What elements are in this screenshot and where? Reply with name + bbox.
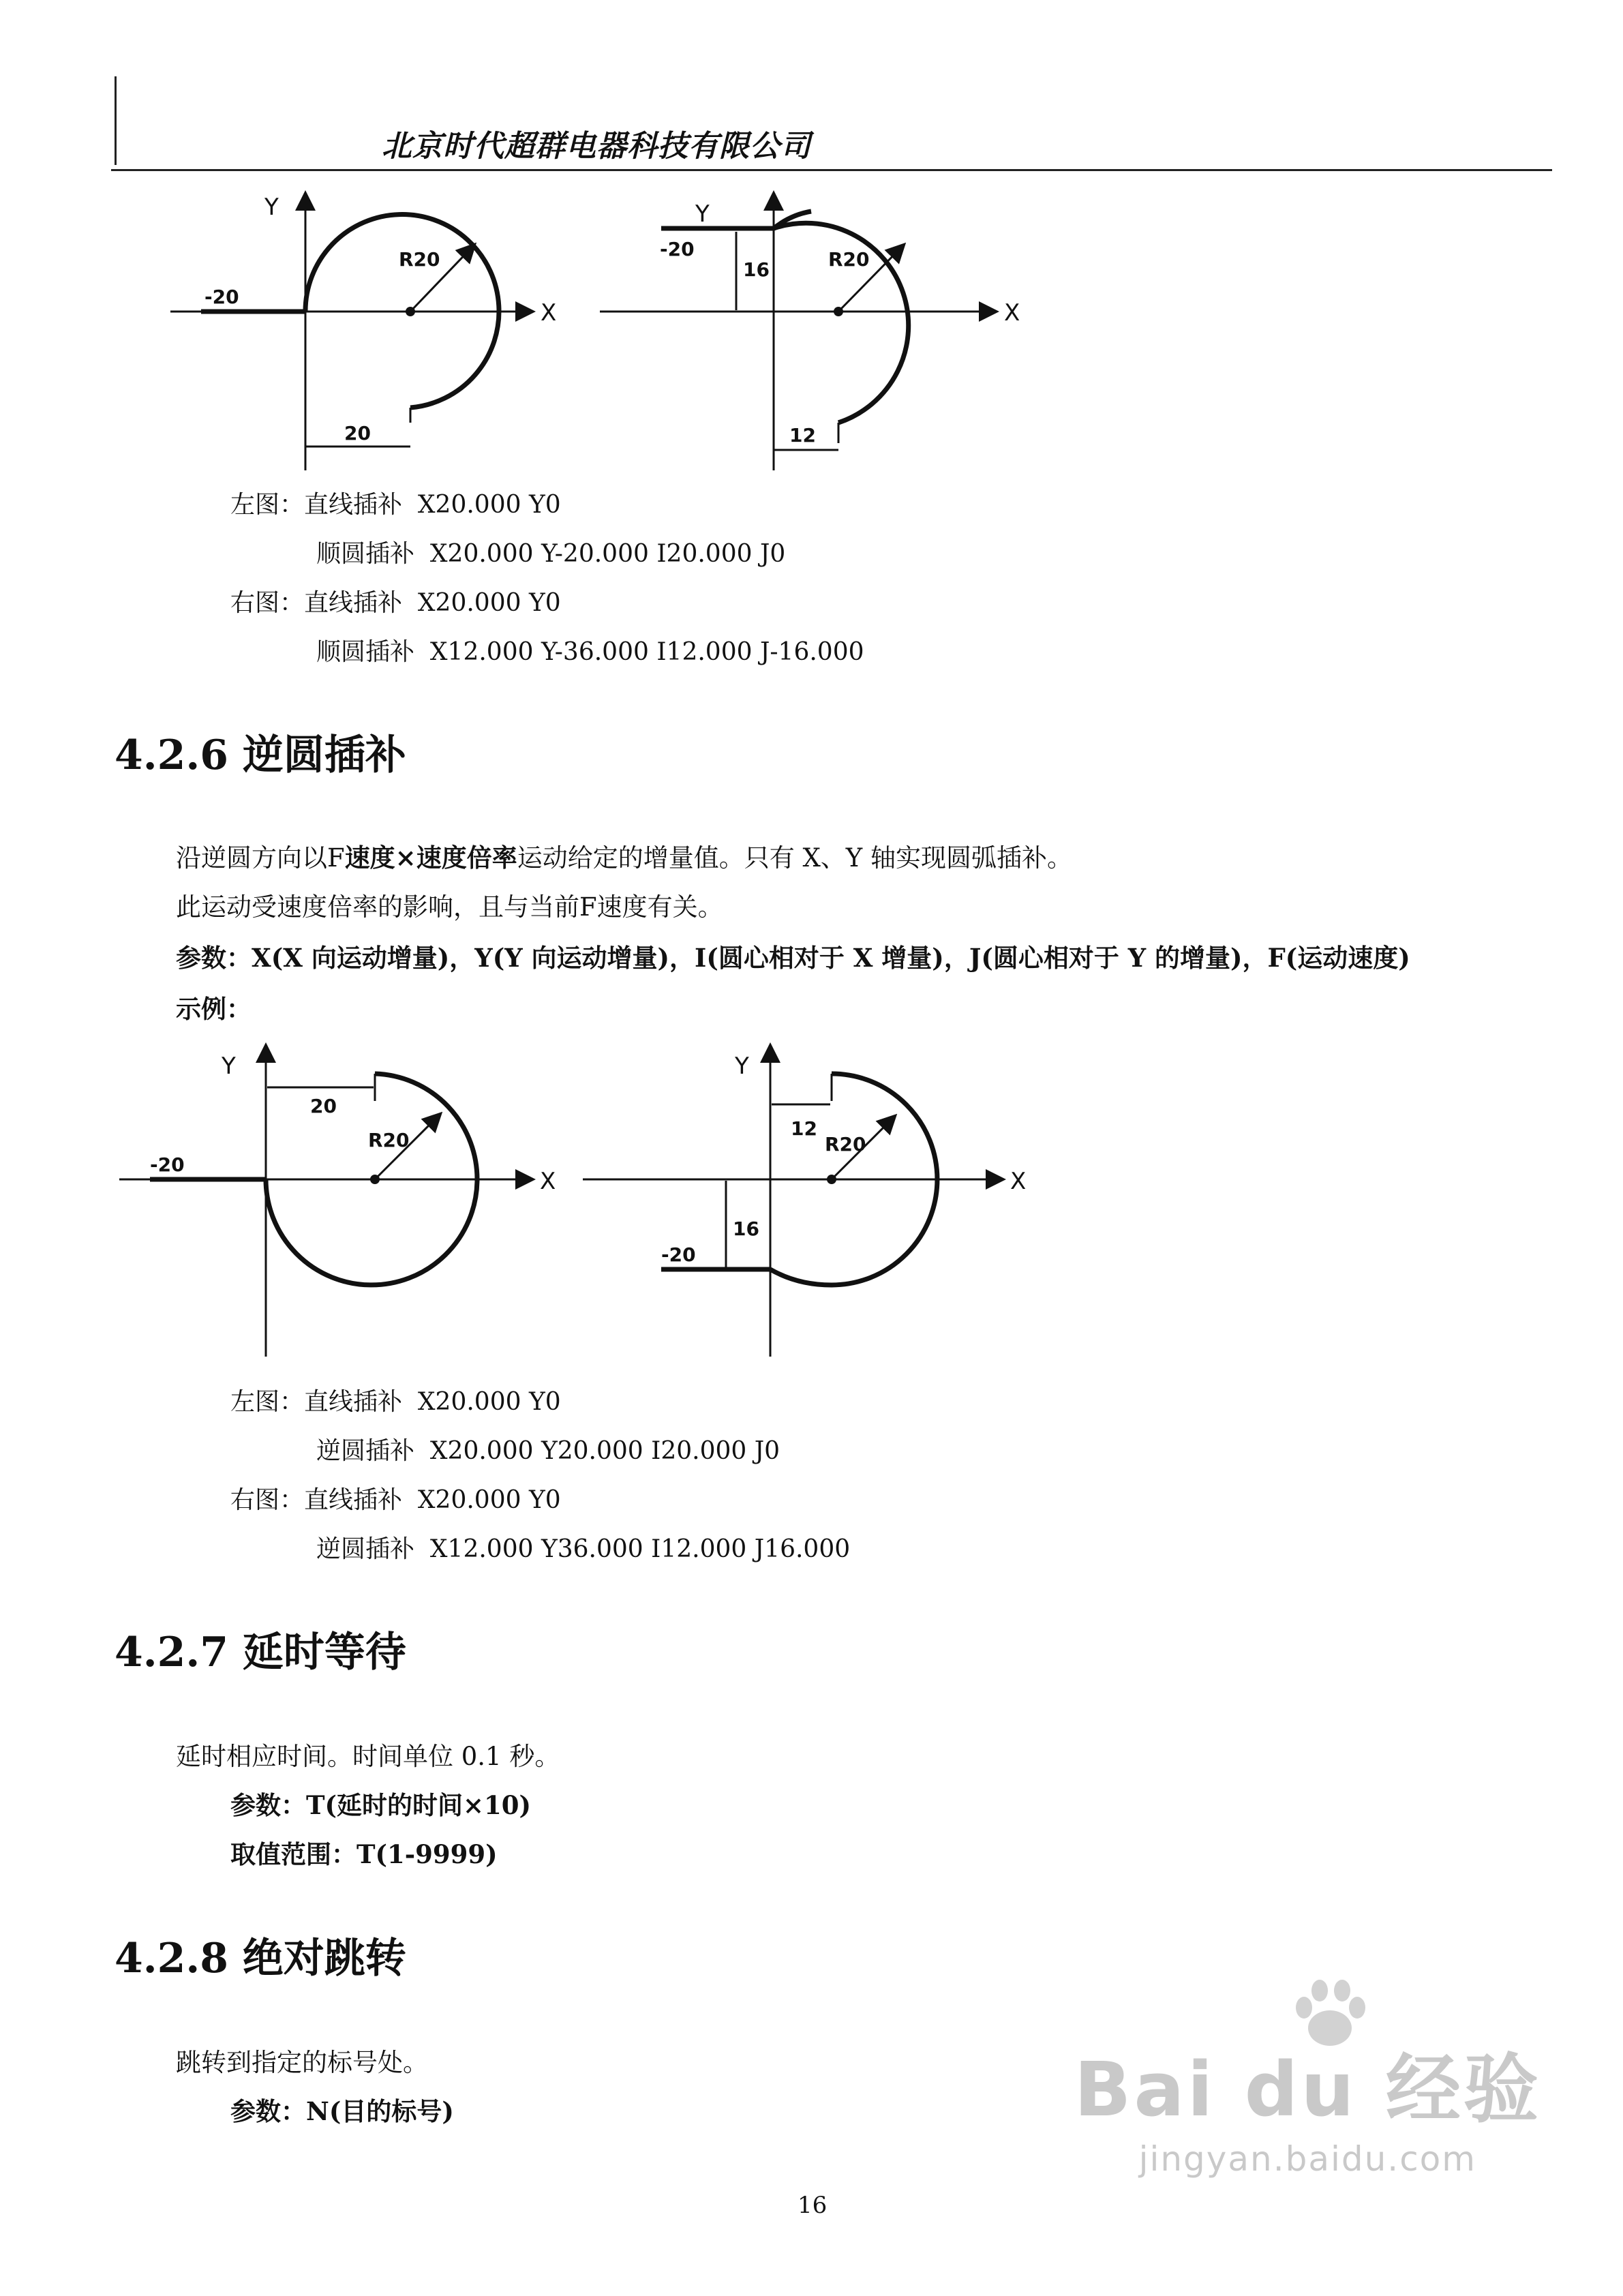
axis-y-label: Y — [695, 200, 710, 228]
code-line-7: 右图：直线插补 X20.000 Y0 — [230, 1486, 561, 1514]
radius-label: R20 — [825, 1133, 866, 1155]
header-vertical-rule — [115, 76, 117, 165]
axis-x-label: X — [541, 299, 557, 327]
neg-x-label: -20 — [150, 1153, 185, 1176]
code-line-6: 逆圆插补 X20.000 Y20.000 I20.000 J0 — [316, 1437, 780, 1465]
code-line-4: 顺圆插补 X12.000 Y-36.000 I12.000 J-16.000 — [316, 638, 864, 666]
range-427: 取值范围：T(1-9999) — [230, 1839, 498, 1869]
axis-y-label: Y — [264, 194, 279, 221]
code-line-2: 顺圆插补 X20.000 Y-20.000 I20.000 J0 — [316, 540, 786, 568]
header-horizontal-rule — [111, 169, 1552, 171]
figure-cw-right — [593, 184, 1029, 470]
axis-y-label: Y — [222, 1053, 236, 1080]
axis-y-label: Y — [735, 1053, 749, 1080]
desc-426-1: 沿逆圆方向以F速度×速度倍率运动给定的增量值。只有 X、Y 轴实现圆弧插补。 — [176, 843, 1072, 873]
axis-x-label: X — [540, 1168, 556, 1195]
code-line-8: 逆圆插补 X12.000 Y36.000 I12.000 J16.000 — [316, 1535, 851, 1563]
code-line-1: 左图：直线插补 X20.000 Y0 — [230, 491, 561, 519]
params-426: 参数：X(X 向运动增量)，Y(Y 向运动增量)，I(圆心相对于 X 增量)，J(圆心相对于 Y 的增量)，F(运动速度) — [176, 943, 1410, 973]
radius-label: R20 — [368, 1129, 410, 1151]
watermark-main: Bai du 经验 — [1074, 2046, 1541, 2133]
company-name: 北京时代超群电器科技有限公司 — [382, 129, 811, 164]
params-427: 参数：T(延时的时间×10) — [230, 1790, 532, 1820]
figure-ccw-left — [116, 1036, 566, 1357]
heading-426: 4.2.6 逆圆插补 — [115, 731, 406, 779]
figure-ccw-right — [579, 1036, 1036, 1357]
heading-427: 4.2.7 延时等待 — [115, 1629, 406, 1676]
dim-h-label: 12 — [791, 1117, 817, 1140]
desc-428: 跳转到指定的标号处。 — [176, 2048, 428, 2077]
paw-icon — [1289, 1977, 1371, 2052]
radius-label: R20 — [399, 248, 440, 271]
desc-426-2: 此运动受速度倍率的影响，且与当前F速度有关。 — [176, 892, 723, 922]
code-line-5: 左图：直线插补 X20.000 Y0 — [230, 1388, 561, 1416]
params-428: 参数：N(目的标号) — [230, 2096, 454, 2126]
axis-x-label: X — [1010, 1168, 1027, 1195]
watermark-sub: jingyan.baidu.com — [1138, 2139, 1476, 2179]
dim-v-label: 16 — [733, 1218, 759, 1240]
heading-428: 4.2.8 绝对跳转 — [115, 1935, 406, 1982]
dim-v-label: 16 — [743, 258, 770, 281]
neg-y-label: -20 — [660, 238, 695, 260]
dim-h-label: 12 — [789, 424, 816, 447]
dim-label: 20 — [310, 1095, 337, 1117]
code-line-3: 右图：直线插补 X20.000 Y0 — [230, 589, 561, 617]
dim-label: 20 — [344, 422, 371, 444]
desc-427: 延时相应时间。时间单位 0.1 秒。 — [176, 1742, 560, 1771]
page-number: 16 — [798, 2192, 828, 2219]
neg-y-label: -20 — [661, 1243, 696, 1266]
figure-cw-left — [164, 184, 573, 470]
neg-x-label: -20 — [204, 286, 239, 308]
example-426: 示例： — [176, 994, 252, 1024]
radius-label: R20 — [828, 248, 870, 271]
baidu-watermark — [1074, 2046, 1541, 2179]
axis-x-label: X — [1004, 299, 1020, 327]
